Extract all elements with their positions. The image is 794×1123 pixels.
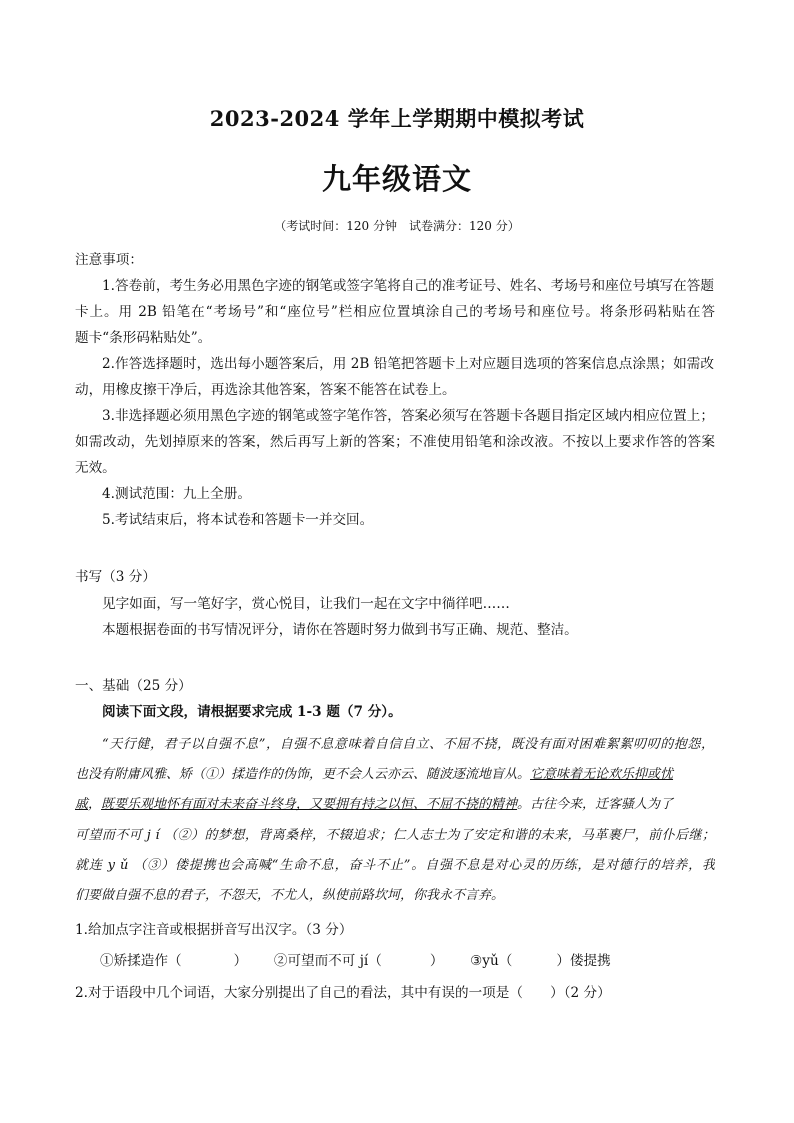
writing-line: 本题根据卷面的书写情况评分，请你在答题时努力做到书写正确、规范、整洁。 (102, 622, 578, 638)
passage-line: 就连 y ǔ （③）偻提携也会高喊“生命不息，奋斗不止”。自强不息是对心灵的历练，是对德行的培养，我 (75, 858, 715, 873)
passage-line (75, 765, 715, 785)
answer-3-close: ）偻提携 (556, 953, 611, 969)
answer-1-close: ） (233, 953, 248, 969)
subject-title: 九年级语文 (321, 162, 472, 196)
notes-line: 卡上。用 2B 铅笔在“考场号”和“座位号”栏相应位置填涂自己的考场号和座位号。将条形码粘贴在答 (75, 304, 715, 320)
question-1-answers (100, 951, 740, 971)
writing-line: 见字如面，写一笔好字，赏心悦目，让我们一起在文字中徜徉吧…… (102, 596, 510, 612)
notes-line: 1.答卷前，考生务必用黑色字迹的钢笔或签字笔将自己的准考证号、姓名、考场号和座位号填写在答题 (102, 278, 714, 294)
notes-line: 2.作答选择题时，选出每小题答案后，用 2B 铅笔把答题卡上对应题目选项的答案信息点涂黑；如需改 (102, 356, 714, 372)
underlined-sentence: 戚 (75, 797, 89, 812)
exam-info: （考试时间：120 分钟 试卷满分：120 分） (274, 219, 520, 233)
passage-text: ， (88, 797, 102, 812)
passage-line: 可望而不可 j í （②）的梦想，背离桑梓，不辍追求；仁人志士为了安定和谐的未来，马革裹尸，前仆后继； (75, 828, 715, 843)
passage-text: 也没有附庸风雅、矫（①）揉造作的伪饰，更不会人云亦云、随波逐流地盲从。 (75, 767, 531, 782)
answer-2-close: ） (429, 953, 444, 969)
answer-1-label: ①矫揉造作（ (100, 953, 182, 969)
passage-line (75, 795, 715, 815)
writing-heading: 书写（3 分） (75, 569, 156, 585)
notes-line: 4.测试范围：九上全册。 (102, 486, 251, 502)
notes-line: 无效。 (75, 460, 116, 476)
notes-heading: 注意事项： (75, 252, 143, 268)
underlined-sentence: 它意味着无论欢乐抑或忧 (530, 767, 674, 782)
passage-line: “天行健，君子以自强不息”，自强不息意味着自信自立、不屈不挠，既没有面对困难絮絮叨叨的抱怨， (102, 737, 714, 752)
answer-2-label: ②可望而不可 jí（ (273, 953, 382, 969)
section-instruction: 阅读下面文段，请根据要求完成 1-3 题（7 分）。 (102, 704, 402, 720)
passage-text: 。古往今来，迁客骚人为了 (517, 797, 674, 812)
notes-line: 如需改动，先划掉原来的答案，然后再写上新的答案；不准使用铅笔和涂改液。不按以上要求作答的答案 (75, 434, 715, 450)
notes-line: 3.非选择题必须用黑色字迹的钢笔或签字笔作答，答案必须写在答题卡各题目指定区域内相应位置上； (102, 408, 714, 424)
answer-3-label: ③yǔ（ (470, 953, 513, 969)
question-1: 1.给加点字注音或根据拼音写出汉字。（3 分） (75, 922, 353, 938)
notes-line: 5.考试结束后，将本试卷和答题卡一并交回。 (102, 512, 374, 528)
passage-line: 们要做自强不息的君子，不怨天，不尤人，纵使前路坎坷，你我永不言弃。 (75, 888, 505, 903)
notes-line: 动，用橡皮擦干净后，再选涂其他答案，答案不能答在试卷上。 (75, 382, 456, 398)
notes-line: 题卡“条形码粘贴处”。 (75, 330, 212, 346)
underlined-sentence: 既要乐观地怀有面对未来奋斗终身，又要拥有持之以恒、不屈不挠的精神 (101, 797, 518, 812)
section-heading: 一、基础（25 分） (75, 678, 192, 694)
question-2: 2.对于语段中几个词语，大家分别提出了自己的看法，其中有误的一项是（ ）（2 分） (75, 985, 611, 1001)
exam-title: 2023-2024 学年上学期期中模拟考试 (209, 106, 585, 131)
